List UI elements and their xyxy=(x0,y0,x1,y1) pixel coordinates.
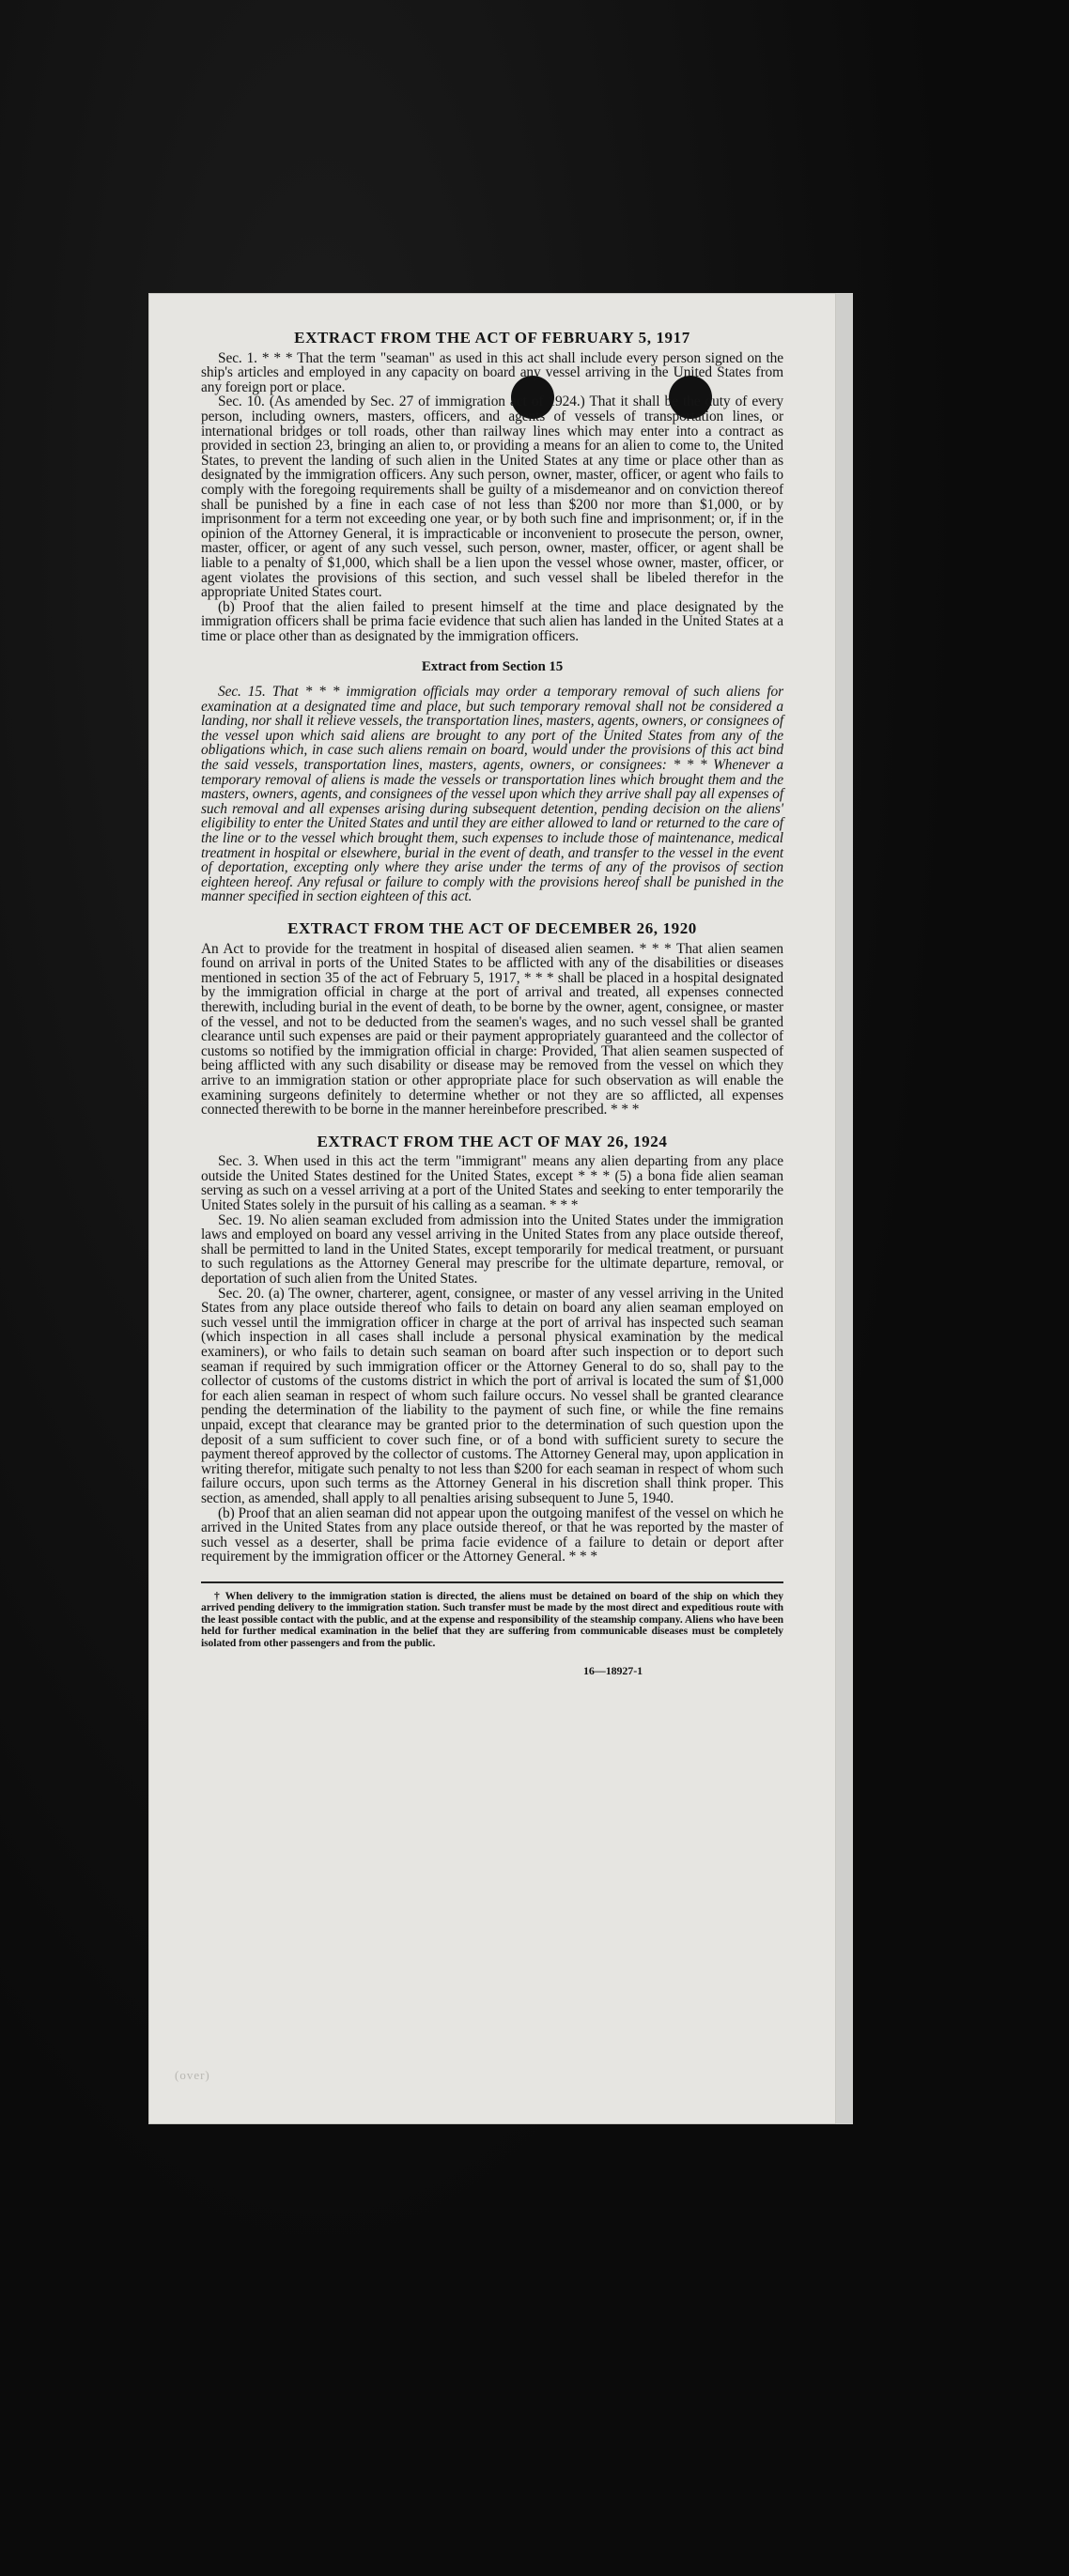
sec-3-paragraph: Sec. 3. When used in this act the term "immigrant" means any alien departing from any place outside the United States destined for the United States, except * * * (5) a bona fide alien seaman serving as such on a vessel arriving at a port of the United States and seeking to enter temporarily the United States solely in the pursuit of his calling as a seaman. * * * xyxy=(201,1153,783,1214)
sec-19-paragraph: Sec. 19. No alien seaman excluded from admission into the United States under the immigration laws and employed on board any vessel arriving in the United States from any place outside thereof, shall be permitted to land in the United States, except temporarily for medical treatment, or pursuant to such regulations as the Attorney General may prescribe for the ultimate departure, removal, or deportation of such alien from the United States. xyxy=(201,1211,783,1288)
page-edge xyxy=(836,293,853,2124)
footnote: † When delivery to the immigration station is directed, the aliens must be detained on board of the ship on which they arrived pending delivery to the immigration station. Such transfer must be made by the most direct and expeditious route with the least possible contact with the public, and at the expense and responsibility of the steamship company. Aliens who have been held for further medical examination in the belief that they are suffering from communicable diseases must be completely isolated from other passengers and from the public. xyxy=(201,1581,783,1649)
document-number: 16—18927-1 xyxy=(583,1663,643,1677)
sec-20-paragraph: Sec. 20. (a) The owner, charterer, agent, consignee, or master of any vessel arriving in the United States from any place outside thereof who fails to detain on board any alien seaman employed on such vessel until the immigration officer in charge at the port of arrival has inspected such seaman (which inspection in all cases shall include a personal physical examination by the medical examiners), or who fails to detain such seaman on board after such inspection or to deport such seaman if required by such immigration officer or the Attorney General to do so, shall pay to the collector of customs of the customs district in which the port of arrival is located the sum of $1,000 for each alien seaman in respect of whom such failure occurs. No vessel shall be granted clearance pending the determination of the liability to the payment of such fine, or while the fine remains unpaid, except that clearance may be granted prior to the determination of such question upon the deposit of a sum sufficient to cover such fine, or of a bond with sufficient surety to secure the payment thereof approved by the collector of customs. The Attorney General may, upon application in writing therefor, mitigate such penalty to not less than $200 for each seaman in respect of whom such failure occurs, upon such terms as the Attorney General in his discretion shall think proper. This section, as amended, shall apply to all penalties arising subsequent to June 5, 1940. xyxy=(201,1285,783,1506)
section-15-heading: Extract from Section 15 xyxy=(421,659,564,675)
act-1920-section xyxy=(201,918,783,1118)
sec-1-paragraph: Sec. 1. * * * That the term "seaman" as used in this act shall include every person signed on the ship's articles and employed in any capacity on board any vessel arriving in the United States from any foreign port or place. xyxy=(201,349,783,395)
sec-20-b-paragraph: (b) Proof that an alien seaman did not appear upon the outgoing manifest of the vessel on which he arrived in the United States from any place outside thereof, or that he was reported by the master of such vessel as a deserter, shall be prima facie evidence of a failure to detain or deport after requirement by the immigration officer or the Attorney General. * * * xyxy=(201,1504,783,1566)
act-1917-section xyxy=(201,331,783,643)
act-1924-section xyxy=(201,1134,783,1565)
act-1924-heading: EXTRACT FROM THE ACT OF MAY 26, 1924 xyxy=(317,1132,668,1150)
sec-10-b-paragraph: (b) Proof that the alien failed to present himself at the time and place designated by the immigration officers shall be prima facie evidence that such alien has landed in the United States at a time or place other than as designated by the immigration officers. xyxy=(201,598,783,644)
document-content xyxy=(201,331,783,1679)
act-1920-heading: EXTRACT FROM THE ACT OF DECEMBER 26, 1920 xyxy=(287,918,697,937)
sec-10-paragraph: Sec. 10. (As amended by Sec. 27 of immigration act of 1924.) That it shall be the duty of every person, including owners, masters, officers, and agents of vessels of transportation lines, or international bridges or toll roads, other than railway lines which may enter into a contract as provided in section 23, bringing an alien to, or providing a means for an alien to come to, the United States, to prevent the landing of such alien in the United States at any time or place other than as designated by the immigration officers. Any such person, owner, master, officer, or agent who fails to comply with the foregoing requirements shall be guilty of a misdemeanor and on conviction thereof shall be punished by a fine in each case of not less than $200 nor more than $1,000, or by imprisonment for a term not exceeding one year, or by both such fine and imprisonment; or, if in the opinion of the Attorney General, it is impracticable or inconvenient to prosecute the person, owner, master, officer, or agent of any such vessel, such person, owner, master, officer, or agent shall be liable to a penalty of $1,000, which shall be a lien upon the vessel whose owner, master, officer, or agent violates the provisions of this section, and such vessel shall be libeled therefor in the appropriate United States court. xyxy=(201,393,783,601)
act-1920-paragraph: An Act to provide for the treatment in hospital of diseased alien seamen. * * * That alien seamen found on arrival in ports of the United States to be afflicted with any of the disabilities or diseases mentioned in section 35 of the act of February 5, 1917, * * * shall be placed in a hospital designated by the immigration official in charge at the port of arrival and treated, all expenses connected therewith, including burial in the event of death, to be borne by the owner, agent, consignee, or master of the vessel, and not to be deducted from the seamen's wages, and no such vessel shall be granted clearance until such expenses are paid or their payment appropriately guaranteed and the collector of customs so notified by the immigration official in charge: Provided, That alien seamen suspected of being afflicted with any such disability or disease may be removed from the vessel on which they arrive to an immigration station or other appropriate place for such observation as will enable the examining surgeons definitely to determine whether or not they are so afflicted, all expenses connected therewith to be borne in the manner hereinbefore prescribed. * * * xyxy=(201,940,783,1118)
section-15 xyxy=(201,660,783,904)
act-1917-heading: EXTRACT FROM THE ACT OF FEBRUARY 5, 1917 xyxy=(294,329,690,347)
document-page xyxy=(148,293,836,2124)
section-15-paragraph: Sec. 15. That * * * immigration officials may order a temporary removal of such aliens for examination at a designated time and place, but such temporary removal shall not be considered a landing, nor shall it relieve vessels, the transportation lines, masters, agents, owners, or consignees of the vessel upon which said aliens are brought to any port of the United States from any of the obligations which, in case such aliens remain on board, would under the provisions of this act bind the said vessels, transportation lines, masters, agents, owners, or consignees: * * * Whenever a temporary removal of aliens is made the vessels or transportation lines which brought them and the masters, owners, agents, and consignees of the vessel upon which they arrive shall pay all expenses of such removal and all expenses arising during subsequent detention, pending decision on the aliens' eligibility to enter the United States and until they are either allowed to land or returned to the care of the line or to the vessel which brought them, such expenses to include those of maintenance, medical treatment in hospital or elsewhere, burial in the event of death, and transfer to the vessel in the event of deportation, excepting only where they arise under the terms of any of the provisos of section eighteen hereof. Any refusal or failure to comply with the provisions hereof shall be punished in the manner specified in section eighteen of this act. xyxy=(201,684,783,905)
faded-stamp: (over) xyxy=(175,2068,210,2082)
